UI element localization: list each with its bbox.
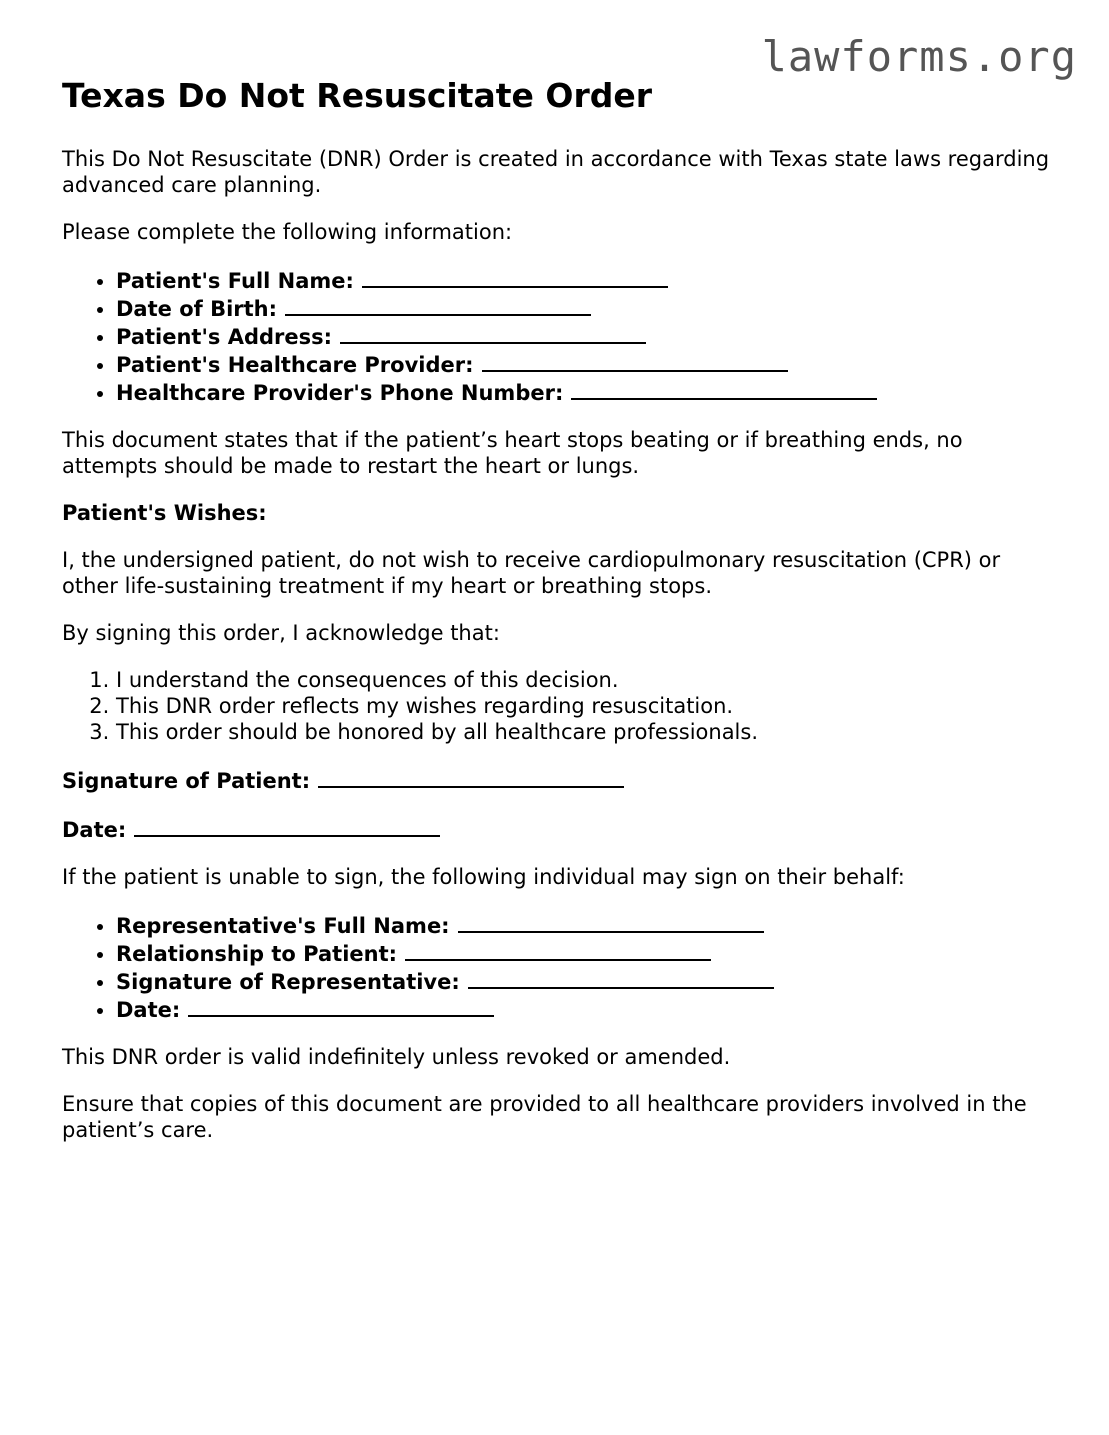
field-label: Signature of Patient: bbox=[62, 768, 311, 793]
unable-to-sign-paragraph: If the patient is unable to sign, the following individual may sign on their behalf: bbox=[62, 864, 905, 889]
representative-name-field bbox=[116, 911, 1052, 939]
representative-list bbox=[62, 911, 1052, 1023]
acknowledgement-list bbox=[62, 667, 1052, 745]
instruction-paragraph: Please complete the following information: bbox=[62, 219, 513, 244]
patient-signature-line bbox=[62, 766, 1052, 794]
document-body bbox=[62, 76, 1052, 1164]
representative-date-field bbox=[116, 995, 1052, 1023]
field-label: Date: bbox=[116, 997, 181, 1022]
blank-line[interactable] bbox=[318, 766, 624, 788]
blank-line[interactable] bbox=[405, 939, 711, 961]
patient-info-list bbox=[62, 266, 1052, 406]
wishes-heading: Patient's Wishes: bbox=[62, 500, 267, 525]
field-label: Signature of Representative: bbox=[116, 969, 460, 994]
field-label: Patient's Full Name: bbox=[116, 268, 354, 293]
field-label: Patient's Healthcare Provider: bbox=[116, 352, 474, 377]
blank-line[interactable] bbox=[340, 322, 646, 344]
field-label: Patient's Address: bbox=[116, 324, 333, 349]
field-label: Healthcare Provider's Phone Number: bbox=[116, 380, 564, 405]
blank-line[interactable] bbox=[285, 294, 591, 316]
acknowledge-intro: By signing this order, I acknowledge that: bbox=[62, 620, 500, 645]
field-label: Representative's Full Name: bbox=[116, 913, 450, 938]
blank-line[interactable] bbox=[188, 995, 494, 1017]
patient-full-name-field bbox=[116, 266, 1052, 294]
representative-signature-field bbox=[116, 967, 1052, 995]
relationship-field bbox=[116, 939, 1052, 967]
blank-line[interactable] bbox=[468, 967, 774, 989]
blank-line[interactable] bbox=[458, 911, 764, 933]
intro-paragraph: This Do Not Resuscitate (DNR) Order is created in accordance with Texas state laws regarding advanced care planning. bbox=[62, 146, 1050, 197]
patient-address-field bbox=[116, 322, 1052, 350]
list-item: 3. This order should be honored by all healthcare professionals. bbox=[116, 719, 1052, 745]
field-label: Relationship to Patient: bbox=[116, 941, 398, 966]
date-of-birth-field bbox=[116, 294, 1052, 322]
wishes-paragraph: I, the undersigned patient, do not wish to receive cardiopulmonary resuscitation (CPR) or other life-sustaining treatment if my heart or breathing stops. bbox=[62, 547, 1001, 598]
lawforms-watermark: lawforms.org bbox=[761, 32, 1077, 81]
provider-phone-field bbox=[116, 378, 1052, 406]
field-label: Date of Birth: bbox=[116, 296, 278, 321]
patient-date-line bbox=[62, 815, 1052, 843]
page-title: Texas Do Not Resuscitate Order bbox=[62, 76, 653, 115]
field-label: Date: bbox=[62, 817, 127, 842]
blank-line[interactable] bbox=[482, 350, 788, 372]
copies-paragraph: Ensure that copies of this document are provided to all healthcare providers involved in the patient’s care. bbox=[62, 1091, 1027, 1142]
list-item: 1. I understand the consequences of this decision. bbox=[116, 667, 1052, 693]
blank-line[interactable] bbox=[134, 815, 440, 837]
list-item: 2. This DNR order reflects my wishes regarding resuscitation. bbox=[116, 693, 1052, 719]
statement-paragraph: This document states that if the patient’s heart stops beating or if breathing ends, no attempts should be made to restart the heart or lungs. bbox=[62, 427, 963, 478]
healthcare-provider-field bbox=[116, 350, 1052, 378]
blank-line[interactable] bbox=[571, 378, 877, 400]
validity-paragraph: This DNR order is valid indefinitely unless revoked or amended. bbox=[62, 1044, 731, 1069]
blank-line[interactable] bbox=[362, 266, 668, 288]
